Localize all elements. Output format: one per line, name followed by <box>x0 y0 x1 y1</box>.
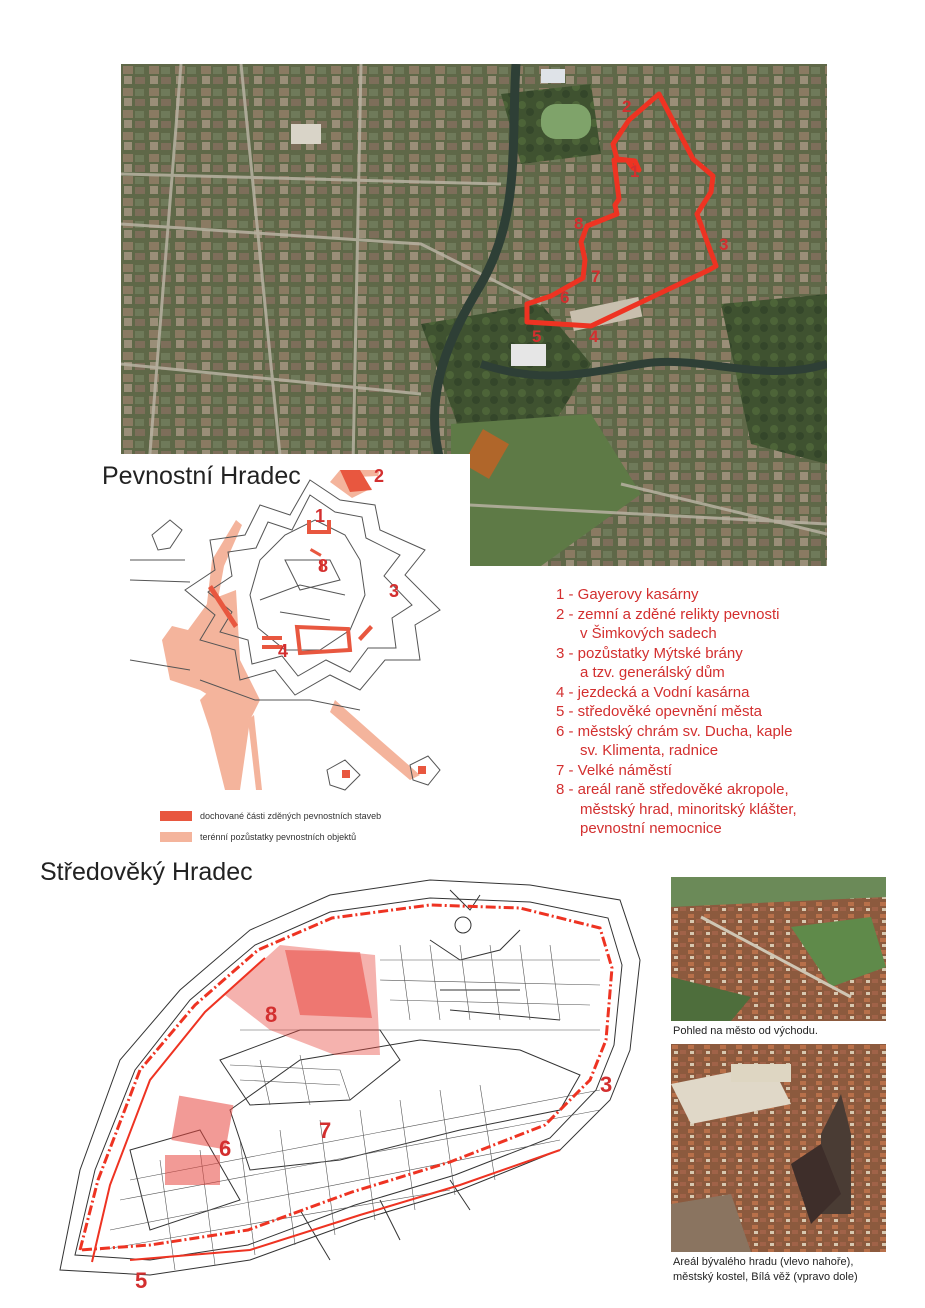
medieval-label-3: 3 <box>600 1072 613 1097</box>
legend-item: pevnostní nemocnice <box>580 820 722 837</box>
key-row-terrain <box>160 832 356 842</box>
aerial-label-5: 5 <box>532 327 542 346</box>
medieval-label-8: 8 <box>265 1002 278 1027</box>
key-label-terrain: terénní pozůstatky pevnostních objektů <box>200 832 357 842</box>
medieval-label-6: 6 <box>219 1136 232 1161</box>
key-label-masonry: dochované části zděných pevnostních staveb <box>200 811 382 821</box>
fortress-label-3: 3 <box>389 581 400 601</box>
aerial-label-2: 2 <box>622 97 632 116</box>
key-swatch-masonry <box>160 811 192 821</box>
medieval-label-7: 7 <box>319 1118 332 1143</box>
legend-item: 1 - Gayerovy kasárny <box>556 586 699 603</box>
medieval-label-5: 5 <box>135 1268 148 1288</box>
legend-item: 3 - pozůstatky Mýtské brány <box>556 644 743 662</box>
photo1-caption: Pohled na město od východu. <box>673 1025 818 1037</box>
fortress-title: Pevnostní Hradec <box>102 462 301 490</box>
photo-castle-area <box>671 1044 886 1252</box>
legend-item: 5 - středověké opevnění města <box>556 703 762 720</box>
medieval-plan-svg <box>40 868 650 1288</box>
legend-item: sv. Klimenta, radnice <box>580 742 719 759</box>
fortress-label-2: 2 <box>374 466 385 486</box>
legend-item: a tzv. generálský dům <box>580 664 725 681</box>
medieval-title: Středověký Hradec <box>40 858 253 886</box>
key-swatch-terrain <box>160 832 192 842</box>
aerial-label-6: 6 <box>560 288 570 307</box>
key-row-masonry <box>160 811 381 821</box>
photo2-caption-line1: Areál bývalého hradu (vlevo nahoře), <box>673 1256 854 1268</box>
aerial-label-4: 4 <box>589 327 599 346</box>
aerial-label-3: 3 <box>719 235 729 254</box>
fortress-label-4: 4 <box>278 641 289 661</box>
fortress-plan-panel <box>92 454 470 849</box>
photo-town-from-east <box>671 877 886 1021</box>
legend-item: 6 - městský chrám sv. Ducha, kaple <box>556 722 793 740</box>
fortress-label-1: 1 <box>315 506 326 526</box>
legend-list <box>556 585 896 839</box>
legend-item: městský hrad, minoritský klášter, <box>580 800 797 818</box>
legend-item: v Šimkových sadech <box>580 625 717 642</box>
photo2-caption-line2: městský kostel, Bílá věž (vpravo dole) <box>673 1271 858 1283</box>
aerial-label-8: 8 <box>574 214 584 233</box>
fortress-plan-svg <box>92 454 470 849</box>
legend-item: 4 - jezdecká a Vodní kasárna <box>556 683 750 701</box>
legend-item: 8 - areál raně středověké akropole, <box>556 781 789 798</box>
fortress-label-8: 8 <box>318 556 329 576</box>
legend-item: 2 - zemní a zděné relikty pevnosti <box>556 605 780 623</box>
medieval-plan-panel <box>40 868 650 1288</box>
legend-item: 7 - Velké náměstí <box>556 761 672 779</box>
aerial-label-7: 7 <box>591 267 601 286</box>
aerial-label-1: 1 <box>630 162 640 181</box>
